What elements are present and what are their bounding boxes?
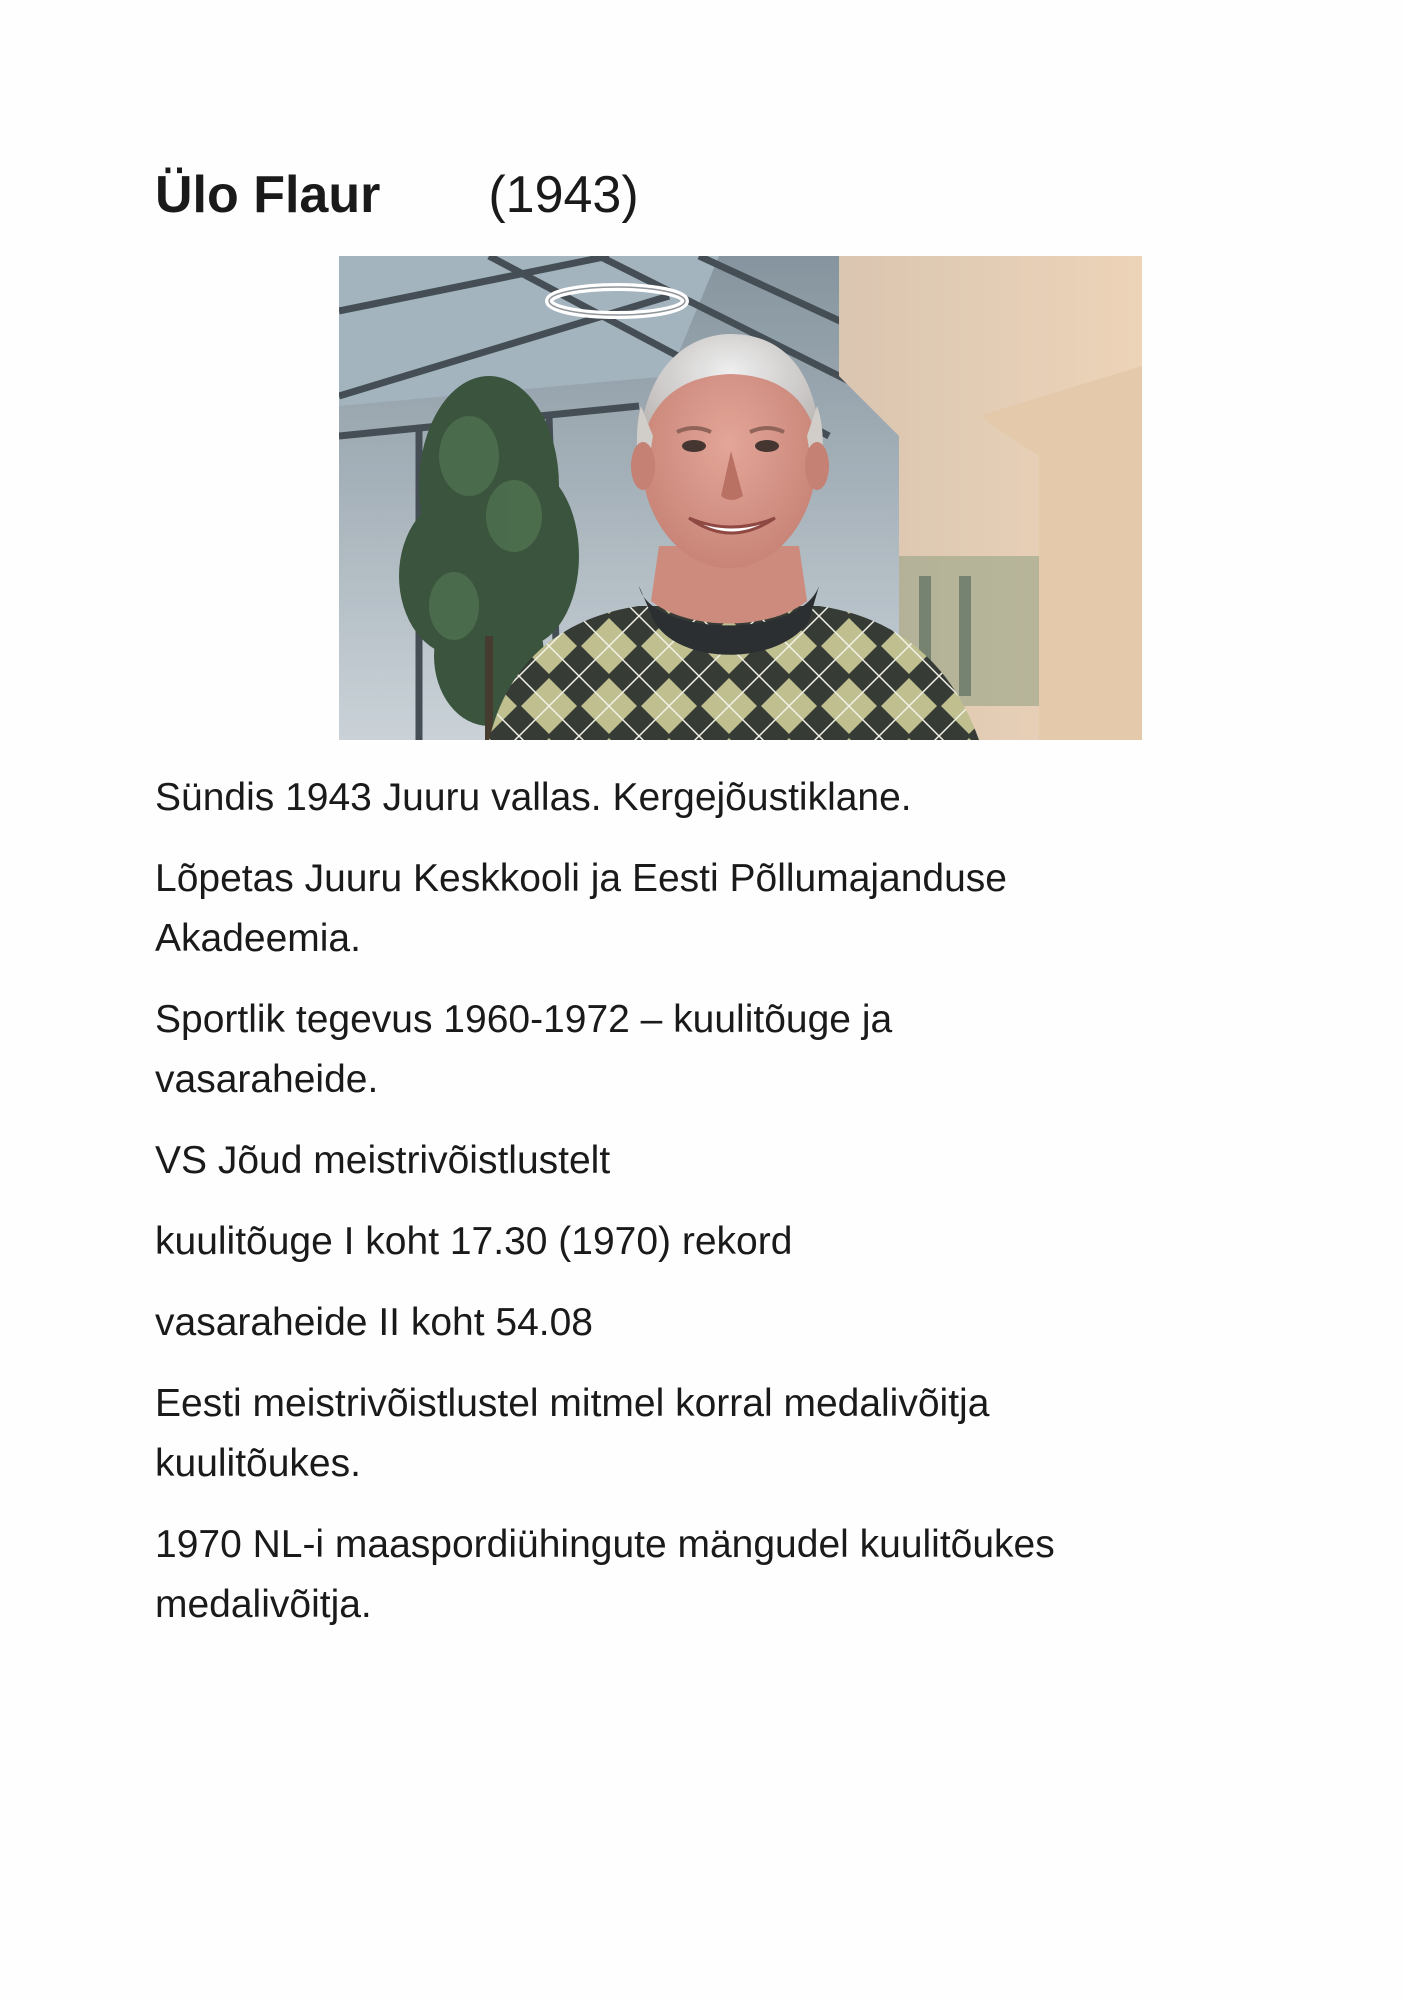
bio-paragraph-sport (155, 990, 1275, 1110)
bio-paragraph-championships (155, 1131, 1275, 1191)
page-title (155, 160, 639, 230)
bio-line: Sportlik tegevus 1960-1972 – kuulitõuge ja (155, 998, 893, 1041)
bio-paragraph-hammer-throw (155, 1293, 1275, 1353)
bio-line: Lõpetas Juuru Keskkooli ja Eesti Põllumajanduse (155, 857, 1008, 900)
bio-line: kuulitõukes. (155, 1442, 361, 1485)
bio-line: kuulitõuge I koht 17.30 (1970) rekord (155, 1220, 793, 1263)
bio-line: Sündis 1943 Juuru vallas. Kergejõustiklane. (155, 776, 912, 819)
bio-paragraph-education (155, 849, 1275, 969)
bio-paragraph-birth (155, 768, 1275, 828)
birth-year: (1943) (488, 166, 639, 224)
bio-line: VS Jõud meistrivõistlustelt (155, 1139, 611, 1182)
bio-line: 1970 NL-i maaspordiühingute mängudel kuulitõukes (155, 1523, 1055, 1566)
bio-paragraph-shot-put-record (155, 1212, 1275, 1272)
bio-line: vasaraheide. (155, 1058, 379, 1101)
bio-paragraph-ussr-games (155, 1515, 1275, 1635)
bio-line: vasaraheide II koht 54.08 (155, 1301, 593, 1344)
biography-text (155, 768, 1275, 1656)
bio-line: Akadeemia. (155, 917, 361, 960)
bio-paragraph-estonian-medals (155, 1374, 1275, 1494)
portrait-photo (339, 256, 1142, 740)
bio-line: medalivõitja. (155, 1583, 372, 1626)
person-name: Ülo Flaur (155, 166, 381, 224)
bio-line: Eesti meistrivõistlustel mitmel korral medalivõitja (155, 1382, 990, 1425)
